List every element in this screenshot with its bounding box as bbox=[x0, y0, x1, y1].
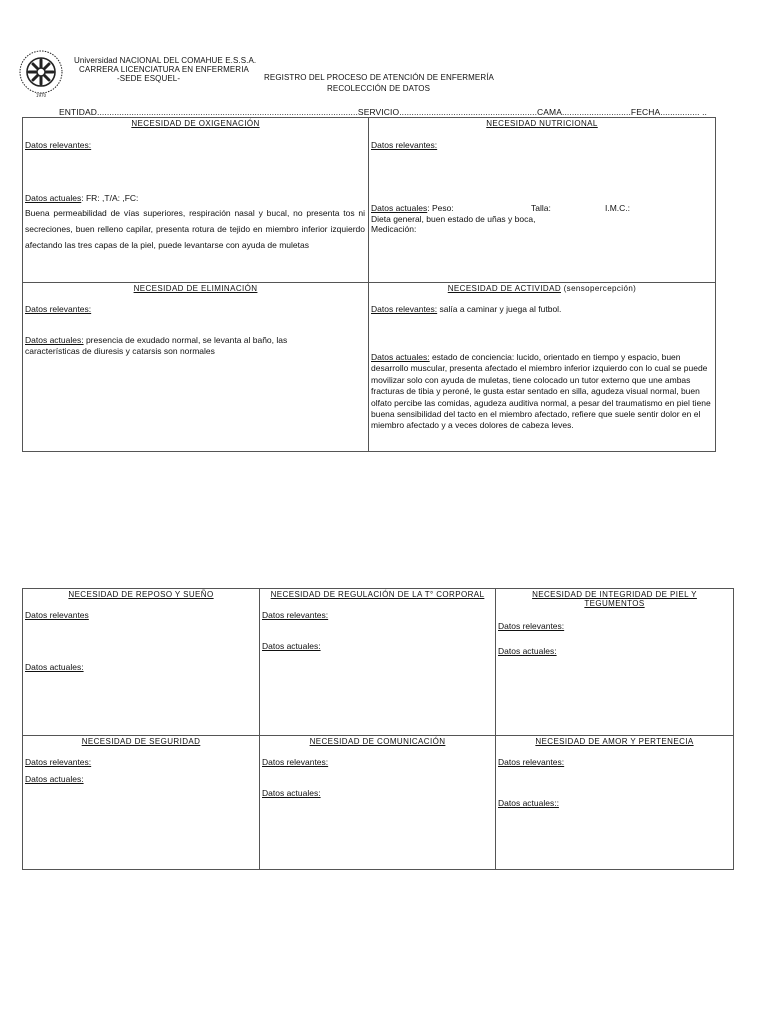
skin-cell bbox=[496, 589, 734, 736]
temperature-cell bbox=[260, 589, 496, 736]
communication-actual-label: Datos actuales: bbox=[262, 788, 321, 798]
nutrition-imc: I.M.C.: bbox=[605, 203, 631, 213]
rest-actual-label: Datos actuales: bbox=[25, 662, 84, 672]
rest-title: NECESIDAD DE REPOSO Y SUEÑO bbox=[68, 590, 214, 599]
communication-title: NECESIDAD DE COMUNICACIÓN bbox=[309, 737, 446, 746]
oxygen-title: NECESIDAD DE OXIGENACIÓN bbox=[131, 119, 260, 128]
sede-name: -SEDE ESQUEL- bbox=[117, 74, 181, 83]
elimination-cell bbox=[23, 283, 369, 452]
nutrition-relevant-label: Datos relevantes: bbox=[371, 140, 438, 150]
nutrition-cell bbox=[369, 118, 716, 283]
rest-relevant-label: Datos relevantes bbox=[25, 610, 89, 620]
career-name: CARRERA LICENCIATURA EN ENFERMERIA bbox=[79, 65, 249, 74]
love-relevant-label: Datos relevantes: bbox=[498, 757, 565, 767]
skin-relevant-label: Datos relevantes: bbox=[498, 621, 565, 631]
security-actual-label: Datos actuales: bbox=[25, 774, 84, 784]
love-actual-label: Datos actuales:: bbox=[498, 798, 559, 808]
activity-cell bbox=[369, 283, 716, 452]
nutrition-diet: Dieta general, buen estado de uñas y boca, bbox=[371, 214, 536, 224]
oxygen-actual-line: Datos actuales: FR: ,T/A: ,FC: bbox=[25, 193, 139, 203]
security-relevant-label: Datos relevantes: bbox=[25, 757, 92, 767]
activity-title: NECESIDAD DE ACTIVIDAD (sensopercepción) bbox=[447, 284, 637, 293]
security-title: NECESIDAD DE SEGURIDAD bbox=[81, 737, 201, 746]
form-fields-line: ENTIDAD..........................................................................................................SERVICIO........................................................CAMA............................FECHA................ .. bbox=[59, 107, 708, 117]
communication-relevant-label: Datos relevantes: bbox=[262, 757, 329, 767]
top-needs-table bbox=[22, 117, 716, 452]
activity-actual-text: Datos actuales: estado de conciencia: lucido, orientado en tiempo y espacio, buen desarrollo muscular, presenta afectado el miembro inferior izquierdo con lo cual se puede movilizar solo con ayuda de muletas, tiene colocado un tutor externo que une ambas fracturas de tibia y peroné, le gusta estar sentado en silla, agudeza visual normal, buen olfato percibe las comidas, agudeza auditiva normal, a pesar del traumatismo en piel tiene buena sensibilidad del tacto en el miembro afectado, refiere que suele sentir dolor en el miembro afectado y a veces dolores de cabeza leves. bbox=[371, 352, 711, 431]
nutrition-title: NECESIDAD NUTRICIONAL bbox=[486, 119, 598, 128]
rest-cell bbox=[23, 589, 260, 736]
love-cell bbox=[496, 736, 734, 870]
elimination-title: NECESIDAD DE ELIMINACIÓN bbox=[133, 284, 258, 293]
bottom-needs-table bbox=[22, 588, 734, 870]
elimination-actual-text: Datos actuales: presencia de exudado normal, se levanta al baño, las características de diuresis y catarsis son normales bbox=[25, 335, 288, 356]
university-seal-logo bbox=[18, 48, 64, 98]
skin-title: NECESIDAD DE INTEGRIDAD DE PIEL Y TEGUMENTOS bbox=[532, 590, 697, 608]
nutrition-actual-line: Datos actuales: Peso: bbox=[371, 203, 454, 213]
nutrition-medication: Medicación: bbox=[371, 224, 417, 234]
svg-text:1970: 1970 bbox=[35, 93, 47, 98]
university-name: Universidad NACIONAL DEL COMAHUE E.S.S.A. bbox=[74, 56, 257, 65]
love-title: NECESIDAD DE AMOR Y PERTENECIA bbox=[535, 737, 694, 746]
temperature-actual-label: Datos actuales: bbox=[262, 641, 321, 651]
temperature-title: NECESIDAD DE REGULACIÓN DE LA T° CORPORAL bbox=[270, 590, 485, 599]
oxygen-relevant-label: Datos relevantes: bbox=[25, 140, 92, 150]
oxygen-cell bbox=[23, 118, 369, 283]
security-cell bbox=[23, 736, 260, 870]
skin-actual-label: Datos actuales: bbox=[498, 646, 557, 656]
nutrition-talla: Talla: bbox=[531, 203, 551, 213]
activity-relevant-line: Datos relevantes: salía a caminar y juega al futbol. bbox=[371, 304, 562, 314]
communication-cell bbox=[260, 736, 496, 870]
elimination-relevant-label: Datos relevantes: bbox=[25, 304, 92, 314]
document-title: REGISTRO DEL PROCESO DE ATENCIÓN DE ENFERMERÍA bbox=[264, 73, 494, 82]
oxygen-actual-text: Buena permeabilidad de vías superiores, respiración nasal y bucal, no presenta tos ni secreciones, buen relleno capilar, presenta rotura de tejido en miembro inferior izquierdo afectando las tres capas de la piel, puede levantarse con ayuda de muletas bbox=[25, 208, 365, 250]
temperature-relevant-label: Datos relevantes: bbox=[262, 610, 329, 620]
document-subtitle: RECOLECCIÓN DE DATOS bbox=[327, 84, 431, 93]
